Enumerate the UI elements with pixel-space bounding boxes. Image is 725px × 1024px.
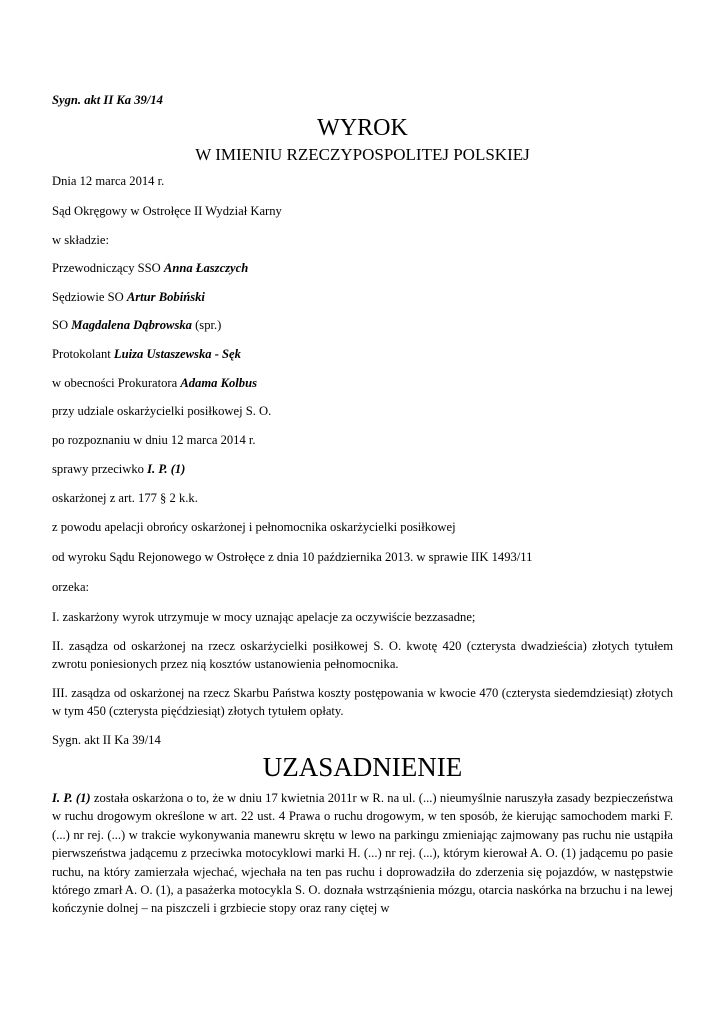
judge2-name: Magdalena Dąbrowska xyxy=(71,318,192,332)
chair-prefix: Przewodniczący SSO xyxy=(52,261,164,275)
judges-line xyxy=(52,290,205,305)
aux-prosecutor-line: przy udziale oskarżycielki posiłkowej S. O. xyxy=(52,404,272,418)
justification-paragraph xyxy=(52,789,673,918)
court-name: Sąd Okręgowy w Ostrołęce II Wydział Karny xyxy=(52,204,282,218)
hearing-line: po rozpoznaniu w dniu 12 marca 2014 r. xyxy=(52,433,256,447)
clerk-line xyxy=(52,347,241,362)
date-line: Dnia 12 marca 2014 r. xyxy=(52,174,165,188)
composition-label: w składzie: xyxy=(52,233,110,247)
justification-signature: Sygn. akt II Ka 39/14 xyxy=(52,733,161,747)
against-line xyxy=(52,462,185,477)
against-prefix: sprawy przeciwko xyxy=(52,462,148,476)
justification-title: UZASADNIENIE xyxy=(262,752,463,782)
prosecutor-prefix: w obecności Prokuratora xyxy=(52,376,181,390)
appeal-line: z powodu apelacji obrońcy oskarżonej i pełnomocnika oskarżycielki posiłkowej xyxy=(52,520,456,534)
case-signature: Sygn. akt II Ka 39/14 xyxy=(52,93,163,107)
ruling-2: II. zasądza od oskarżonej na rzecz oskarżycielki posiłkowej S. O. kwotę 420 (czterysta dwadzieścia) złotych tytułem zwrotu poniesionych przez nią kosztów ustanowienia pełnomocnika. xyxy=(52,639,673,672)
chair-name: Anna Łaszczych xyxy=(163,261,249,275)
judge2-suffix: (spr.) xyxy=(191,318,222,332)
orders-label: orzeka: xyxy=(52,580,90,594)
prosecutor-line xyxy=(52,376,257,391)
clerk-prefix: Protokolant xyxy=(52,347,114,361)
judge2-prefix: SO xyxy=(52,318,72,332)
verdict-subtitle: W IMIENIU RZECZYPOSPOLITEJ POLSKIEJ xyxy=(195,145,530,164)
lower-court-line: od wyroku Sądu Rejonowego w Ostrołęce z dnia 10 października 2013. w sprawie IIK 1493/11 xyxy=(52,550,533,564)
charge-line: oskarżonej z art. 177 § 2 k.k. xyxy=(52,491,198,505)
judge1-name: Artur Bobiński xyxy=(126,290,205,304)
defendant-name: I. P. (1) xyxy=(147,462,186,476)
justification-text: została oskarżona o to, że w dniu 17 kwietnia 2011r w R. na ul. (...) nieumyślnie naruszyła zasady bezpieczeństwa w ruchu drogowym określone w art. 22 ust. 4 Prawa o ruchu drogowym, w ten sposób, że kierując samochodem marki F. (...) nr rej. (...) w trakcie wykonywania manewru skrętu w lewo na parkingu zmieniając zajmowany pas ruchu nie ustąpiła pierwszeństwa jadącemu z przeciwka motocyklowi marki H. (...) nr rej. (...), którym kierował A. O. (1) jadącemu po pasie ruchu, na który zamierzała wjechać, wjechała na ten pas ruchu i doprowadziła do zderzenia się pojazdów, w następstwie którego zmarł A. O. (1), a pasażerka motocykla S. O. doznała wstrząśnienia mózgu, otarcia naskórka na brzuchu i na lewej kończynie dolnej – na piszczeli i grzbiecie stopy oraz rany ciętej w xyxy=(52,791,673,916)
chair-line xyxy=(52,261,248,276)
prosecutor-name: Adama Kolbus xyxy=(180,376,257,390)
judge2-line xyxy=(52,318,221,333)
ruling-3: III. zasądza od oskarżonej na rzecz Skarbu Państwa koszty postępowania w kwocie 470 (czterysta siedemdziesiąt) złotych w tym 450 (czterysta pięćdziesiąt) złotych tytułem opłaty. xyxy=(52,686,673,719)
verdict-title: WYROK xyxy=(317,115,408,141)
ruling-1: I. zaskarżony wyrok utrzymuje w mocy uznając apelacje za oczywiście bezzasadne; xyxy=(52,610,476,624)
clerk-name: Luiza Ustaszewska - Sęk xyxy=(113,347,241,361)
justification-defendant: I. P. (1) xyxy=(52,791,91,805)
judges-prefix: Sędziowie SO xyxy=(52,290,127,304)
